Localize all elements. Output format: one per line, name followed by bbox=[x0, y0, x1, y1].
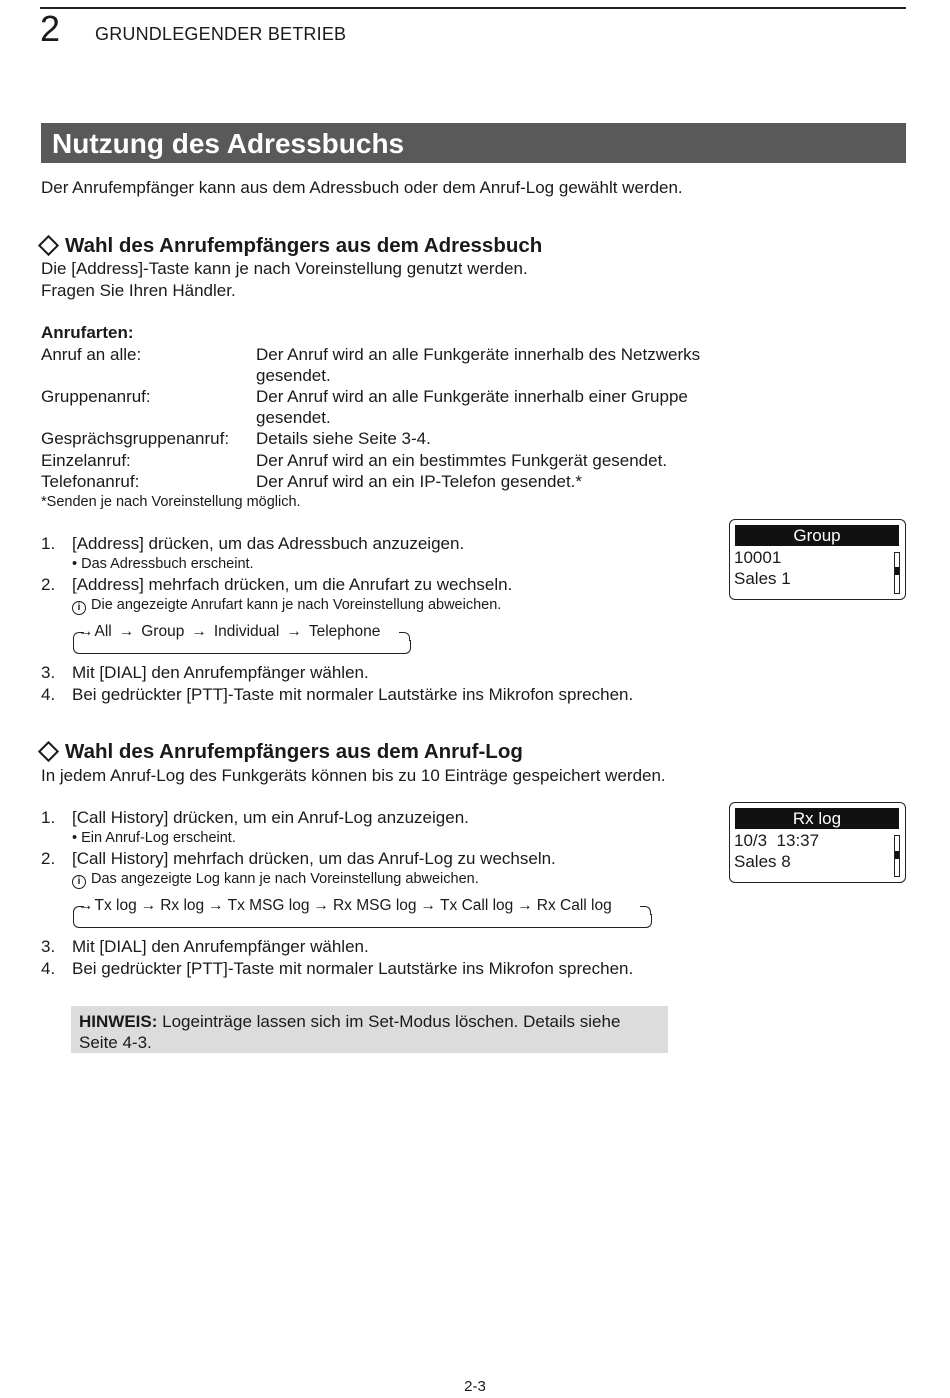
lcd-line: 10001 bbox=[734, 548, 782, 567]
step-text: Mit [DIAL] den Anrufempfänger wählen. bbox=[72, 663, 369, 682]
flow-step: Tx MSG log bbox=[227, 897, 310, 914]
step-number: 1. bbox=[41, 808, 56, 827]
step-text: Bei gedrückter [PTT]-Taste mit normaler Lautstärke ins Mikrofon sprechen. bbox=[72, 959, 634, 978]
call-type-flow bbox=[78, 623, 380, 641]
call-type-desc-cont: gesendet. bbox=[256, 408, 331, 427]
step-number: 4. bbox=[41, 959, 56, 978]
call-type-desc-cont: gesendet. bbox=[256, 366, 331, 385]
chapter-number: 2 bbox=[40, 8, 61, 49]
flow-arrow: → bbox=[420, 897, 437, 914]
subsection-address-title: Wahl des Anrufempfängers aus dem Adressbuch bbox=[37, 234, 542, 258]
flow-arrow: → bbox=[118, 623, 135, 640]
lcd-line: Sales 1 bbox=[734, 569, 791, 588]
flow-arrow: → bbox=[140, 897, 157, 914]
section-intro: Der Anrufempfänger kann aus dem Adressbuch oder dem Anruf-Log gewählt werden. bbox=[41, 178, 683, 197]
lcd-header: Rx log bbox=[735, 808, 899, 829]
lcd-line: Sales 8 bbox=[734, 852, 791, 871]
call-type-term: Einzelanruf: bbox=[41, 451, 131, 470]
step-text: [Call History] mehrfach drücken, um das Anruf-Log zu wechseln. bbox=[72, 849, 556, 868]
section-title: Nutzung des Adressbuchs bbox=[52, 128, 405, 159]
step-bullet: • Das Adressbuch erscheint. bbox=[72, 556, 254, 572]
call-type-term: Gesprächsgruppenanruf: bbox=[41, 429, 230, 448]
flow-step: Telephone bbox=[308, 623, 381, 640]
step-text: [Address] mehrfach drücken, um die Anrufart zu wechseln. bbox=[72, 575, 513, 594]
info-icon: i bbox=[72, 601, 86, 615]
flow-step: Individual bbox=[213, 623, 280, 640]
flow-arrow: → bbox=[78, 897, 94, 914]
flow-loop-return bbox=[73, 640, 411, 654]
flow-arrow: → bbox=[78, 623, 94, 640]
step-number: 3. bbox=[41, 663, 56, 682]
flow-step: Tx Call log bbox=[440, 897, 514, 914]
note-text: HINWEIS: Logeinträge lassen sich im Set-Modus löschen. Details siehe Seite 4-3. bbox=[79, 1012, 621, 1052]
call-type-term: Gruppenanruf: bbox=[41, 387, 151, 406]
flow-step: Rx log bbox=[160, 897, 205, 914]
flow-arrow: → bbox=[208, 897, 224, 914]
step-number: 4. bbox=[41, 685, 56, 704]
flow-arrow: → bbox=[286, 623, 302, 640]
step-number: 2. bbox=[41, 575, 56, 594]
call-type-term: Telefonanruf: bbox=[41, 472, 140, 491]
note-label: HINWEIS: bbox=[79, 1012, 158, 1031]
sub1-para2: Fragen Sie Ihren Händler. bbox=[41, 281, 236, 300]
flow-step: Tx log bbox=[94, 897, 137, 914]
header-rule bbox=[40, 7, 906, 9]
step-number: 1. bbox=[41, 534, 56, 553]
call-types-heading: Anrufarten: bbox=[41, 323, 134, 342]
lcd-scroll-thumb bbox=[895, 851, 899, 859]
step-text: [Address] drücken, um das Adressbuch anzuzeigen. bbox=[72, 534, 465, 553]
step-text: [Call History] drücken, um ein Anruf-Log anzuzeigen. bbox=[72, 808, 469, 827]
flow-arrow: → bbox=[517, 897, 533, 914]
call-type-desc: Der Anruf wird an ein bestimmtes Funkgerät gesendet. bbox=[256, 451, 668, 470]
sub2-para1: In jedem Anruf-Log des Funkgeräts können bis zu 10 Einträge gespeichert werden. bbox=[41, 766, 666, 785]
diamond-icon bbox=[38, 235, 59, 256]
step-bullet: • Ein Anruf-Log erscheint. bbox=[72, 830, 236, 846]
step-text: Mit [DIAL] den Anrufempfänger wählen. bbox=[72, 937, 369, 956]
info-icon: i bbox=[72, 875, 86, 889]
page-number: 2-3 bbox=[464, 1378, 486, 1395]
flow-step: Rx MSG log bbox=[332, 897, 417, 914]
flow-step: Rx Call log bbox=[536, 897, 612, 914]
step-number: 3. bbox=[41, 937, 56, 956]
step-number: 2. bbox=[41, 849, 56, 868]
step-info: i Das angezeigte Log kann je nach Voreinstellung abweichen. bbox=[72, 870, 479, 889]
lcd-scroll-thumb bbox=[895, 567, 899, 575]
subsection-calllog-title: Wahl des Anrufempfängers aus dem Anruf-Log bbox=[37, 740, 523, 764]
flow-step: All bbox=[94, 623, 112, 640]
call-type-desc: Details siehe Seite 3-4. bbox=[256, 429, 431, 448]
log-type-flow bbox=[78, 897, 612, 915]
step-text: Bei gedrückter [PTT]-Taste mit normaler Lautstärke ins Mikrofon sprechen. bbox=[72, 685, 634, 704]
footnote: *Senden je nach Voreinstellung möglich. bbox=[41, 494, 301, 510]
call-type-desc: Der Anruf wird an alle Funkgeräte innerhalb des Netzwerks bbox=[256, 345, 701, 364]
flow-arrow: → bbox=[191, 623, 207, 640]
lcd-header: Group bbox=[735, 525, 899, 546]
flow-loop-return bbox=[73, 914, 652, 928]
step-info: i Die angezeigte Anrufart kann je nach Voreinstellung abweichen. bbox=[72, 596, 501, 615]
flow-step: Group bbox=[141, 623, 185, 640]
call-type-desc: Der Anruf wird an alle Funkgeräte innerhalb einer Gruppe bbox=[256, 387, 688, 406]
call-type-desc: Der Anruf wird an ein IP-Telefon gesendet.* bbox=[256, 472, 583, 491]
sub1-para1: Die [Address]-Taste kann je nach Voreinstellung genutzt werden. bbox=[41, 259, 528, 278]
flow-arrow: → bbox=[313, 897, 329, 914]
diamond-icon bbox=[38, 741, 59, 762]
chapter-title: GRUNDLEGENDER BETRIEB bbox=[95, 24, 347, 44]
call-type-term: Anruf an alle: bbox=[41, 345, 142, 364]
lcd-line: 10/3 13:37 bbox=[734, 831, 820, 850]
